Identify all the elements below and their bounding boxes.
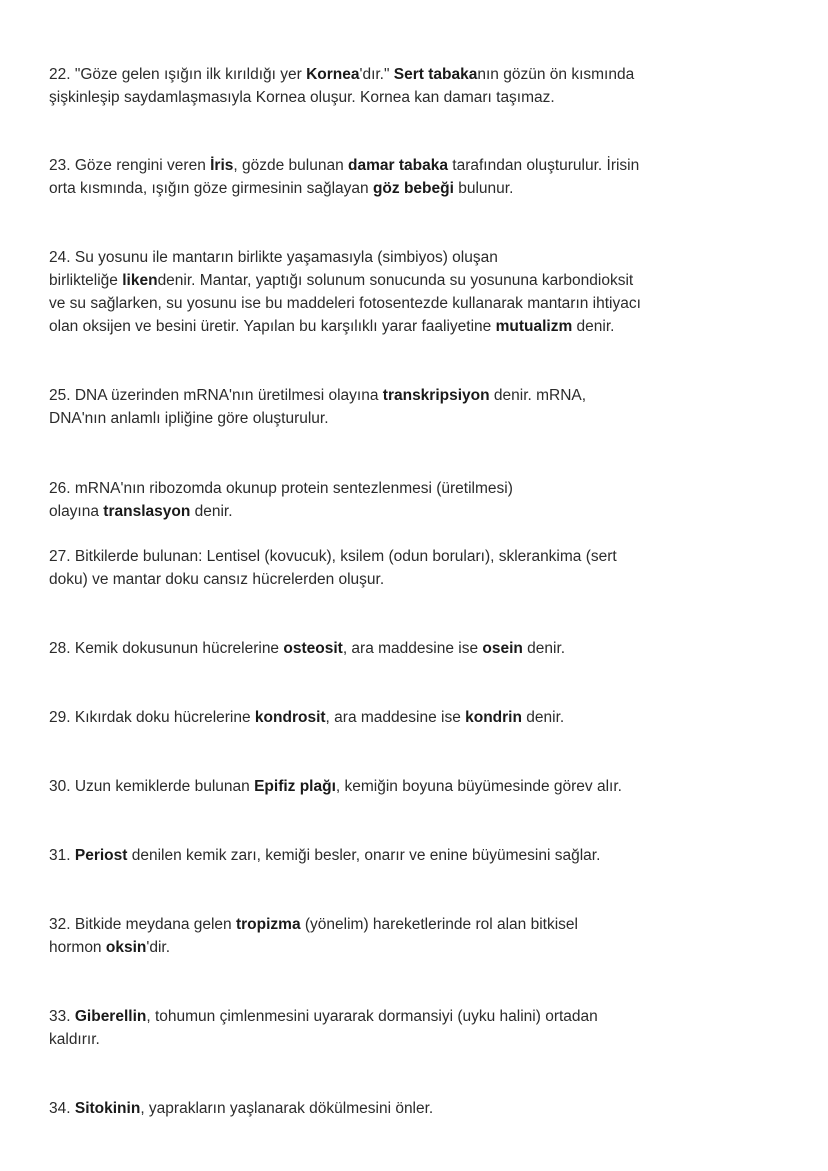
text-run: 25. DNA üzerinden mRNA'nın üretilmesi olayına: [49, 387, 383, 404]
text-run: denilen kemik zarı, kemiği besler, onarır ve enine büyümesini sağlar.: [127, 847, 601, 864]
text-run: birlikteliğe: [49, 272, 123, 289]
text-run: , yaprakların yaşlanarak dökülmesini önler.: [140, 1100, 434, 1117]
text-run: , gözde bulunan: [233, 157, 349, 174]
text-run: ve su sağlarken, su yosunu ise bu maddeleri fotosentezde kullanarak mantarın ihtiyacı: [49, 295, 641, 312]
text-run: tarafından oluşturulur. İrisin: [447, 157, 640, 174]
bold-term: İris: [210, 157, 234, 174]
text-run: 27. Bitkilerde bulunan: Lentisel (kovucuk), ksilem (odun boruları), sklerankima (sert: [49, 548, 617, 565]
text-run: 'dir.: [146, 939, 170, 956]
text-line: [49, 1097, 709, 1120]
text-line: [49, 706, 709, 729]
text-line: [49, 913, 709, 936]
text-run: , ara maddesine ise: [325, 709, 466, 726]
bold-term: liken: [122, 272, 158, 289]
paragraph-27: [49, 545, 709, 591]
text-run: olan oksijen ve besini üretir. Yapılan bu karşılıklı yarar faaliyetine: [49, 318, 496, 335]
text-run: 'dır.": [359, 66, 394, 83]
bold-term: Sert tabaka: [393, 66, 478, 83]
text-run: 33.: [49, 1008, 75, 1025]
text-line: [49, 1005, 709, 1028]
text-line: [49, 63, 709, 86]
bold-term: Periost: [74, 847, 128, 864]
bold-term: osteosit: [283, 640, 343, 657]
text-run: 26. mRNA'nın ribozomda okunup protein sentezlenmesi (üretilmesi): [49, 480, 513, 497]
text-line: [49, 477, 709, 500]
bold-term: damar tabaka: [348, 157, 448, 174]
text-line: [49, 407, 709, 430]
paragraph-24: [49, 246, 709, 338]
text-run: denir.: [521, 709, 565, 726]
bold-term: Kornea: [306, 66, 360, 83]
text-run: 24. Su yosunu ile mantarın birlikte yaşamasıyla (simbiyos) oluşan: [49, 249, 498, 266]
paragraph-32: [49, 913, 709, 959]
bold-term: Giberellin: [74, 1008, 147, 1025]
text-run: olayına: [49, 503, 104, 520]
paragraph-33: [49, 1005, 709, 1051]
bold-term: kondrosit: [254, 709, 326, 726]
text-run: 34.: [49, 1100, 75, 1117]
text-run: denir.: [572, 318, 615, 335]
text-line: [49, 177, 709, 200]
text-run: 31.: [49, 847, 75, 864]
bold-term: osein: [482, 640, 523, 657]
paragraph-30: [49, 775, 709, 798]
text-run: 28. Kemik dokusunun hücrelerine: [49, 640, 284, 657]
text-run: , ara maddesine ise: [342, 640, 483, 657]
text-run: DNA'nın anlamlı ipliğine göre oluşturulur.: [49, 410, 329, 427]
text-run: (yönelim) hareketlerinde rol alan bitkisel: [300, 916, 578, 933]
text-line: [49, 292, 709, 315]
paragraph-28: [49, 637, 709, 660]
text-run: hormon: [49, 939, 106, 956]
text-run: bulunur.: [453, 180, 514, 197]
paragraph-25: [49, 384, 709, 430]
bold-term: oksin: [105, 939, 147, 956]
bold-term: Sitokinin: [74, 1100, 141, 1117]
text-run: denir. Mantar, yaptığı solunum sonucunda su yosununa karbondioksit: [157, 272, 634, 289]
bold-term: translasyon: [103, 503, 191, 520]
text-line: [49, 775, 709, 798]
text-line: [49, 844, 709, 867]
text-run: 29. Kıkırdak doku hücrelerine: [49, 709, 255, 726]
paragraph-22: [49, 63, 709, 109]
text-line: [49, 384, 709, 407]
text-line: [49, 545, 709, 568]
bold-term: göz bebeği: [372, 180, 454, 197]
text-line: [49, 269, 709, 292]
text-line: [49, 568, 709, 591]
bold-term: tropizma: [235, 916, 301, 933]
text-run: denir.: [522, 640, 566, 657]
paragraph-34: [49, 1097, 709, 1120]
bold-term: transkripsiyon: [382, 387, 490, 404]
paragraph-31: [49, 844, 709, 867]
text-run: , kemiğin boyuna büyümesinde görev alır.: [335, 778, 622, 795]
text-run: nın gözün ön kısmında: [477, 66, 635, 83]
text-line: [49, 246, 709, 269]
text-line: [49, 315, 709, 338]
text-run: doku) ve mantar doku cansız hücrelerden oluşur.: [49, 571, 385, 588]
paragraph-26: [49, 477, 709, 523]
text-run: 30. Uzun kemiklerde bulunan: [49, 778, 255, 795]
text-run: şişkinleşip saydamlaşmasıyla Kornea oluşur. Kornea kan damarı taşımaz.: [49, 89, 555, 106]
text-line: [49, 154, 709, 177]
bold-term: Epifiz plağı: [254, 778, 336, 795]
text-line: [49, 936, 709, 959]
text-line: [49, 500, 709, 523]
text-run: 22. "Göze gelen ışığın ilk kırıldığı yer: [49, 66, 307, 83]
text-run: denir. mRNA,: [489, 387, 587, 404]
text-run: denir.: [190, 503, 233, 520]
text-line: [49, 1028, 709, 1051]
paragraph-29: [49, 706, 709, 729]
text-run: 23. Göze rengini veren: [49, 157, 211, 174]
paragraph-23: [49, 154, 709, 200]
text-run: kaldırır.: [49, 1031, 100, 1048]
bold-term: kondrin: [465, 709, 522, 726]
bold-term: mutualizm: [495, 318, 573, 335]
text-line: [49, 637, 709, 660]
text-run: 32. Bitkide meydana gelen: [49, 916, 236, 933]
text-line: [49, 86, 709, 109]
text-run: orta kısmında, ışığın göze girmesinin sağlayan: [49, 180, 373, 197]
text-run: , tohumun çimlenmesini uyararak dormansiyi (uyku halini) ortadan: [146, 1008, 598, 1025]
